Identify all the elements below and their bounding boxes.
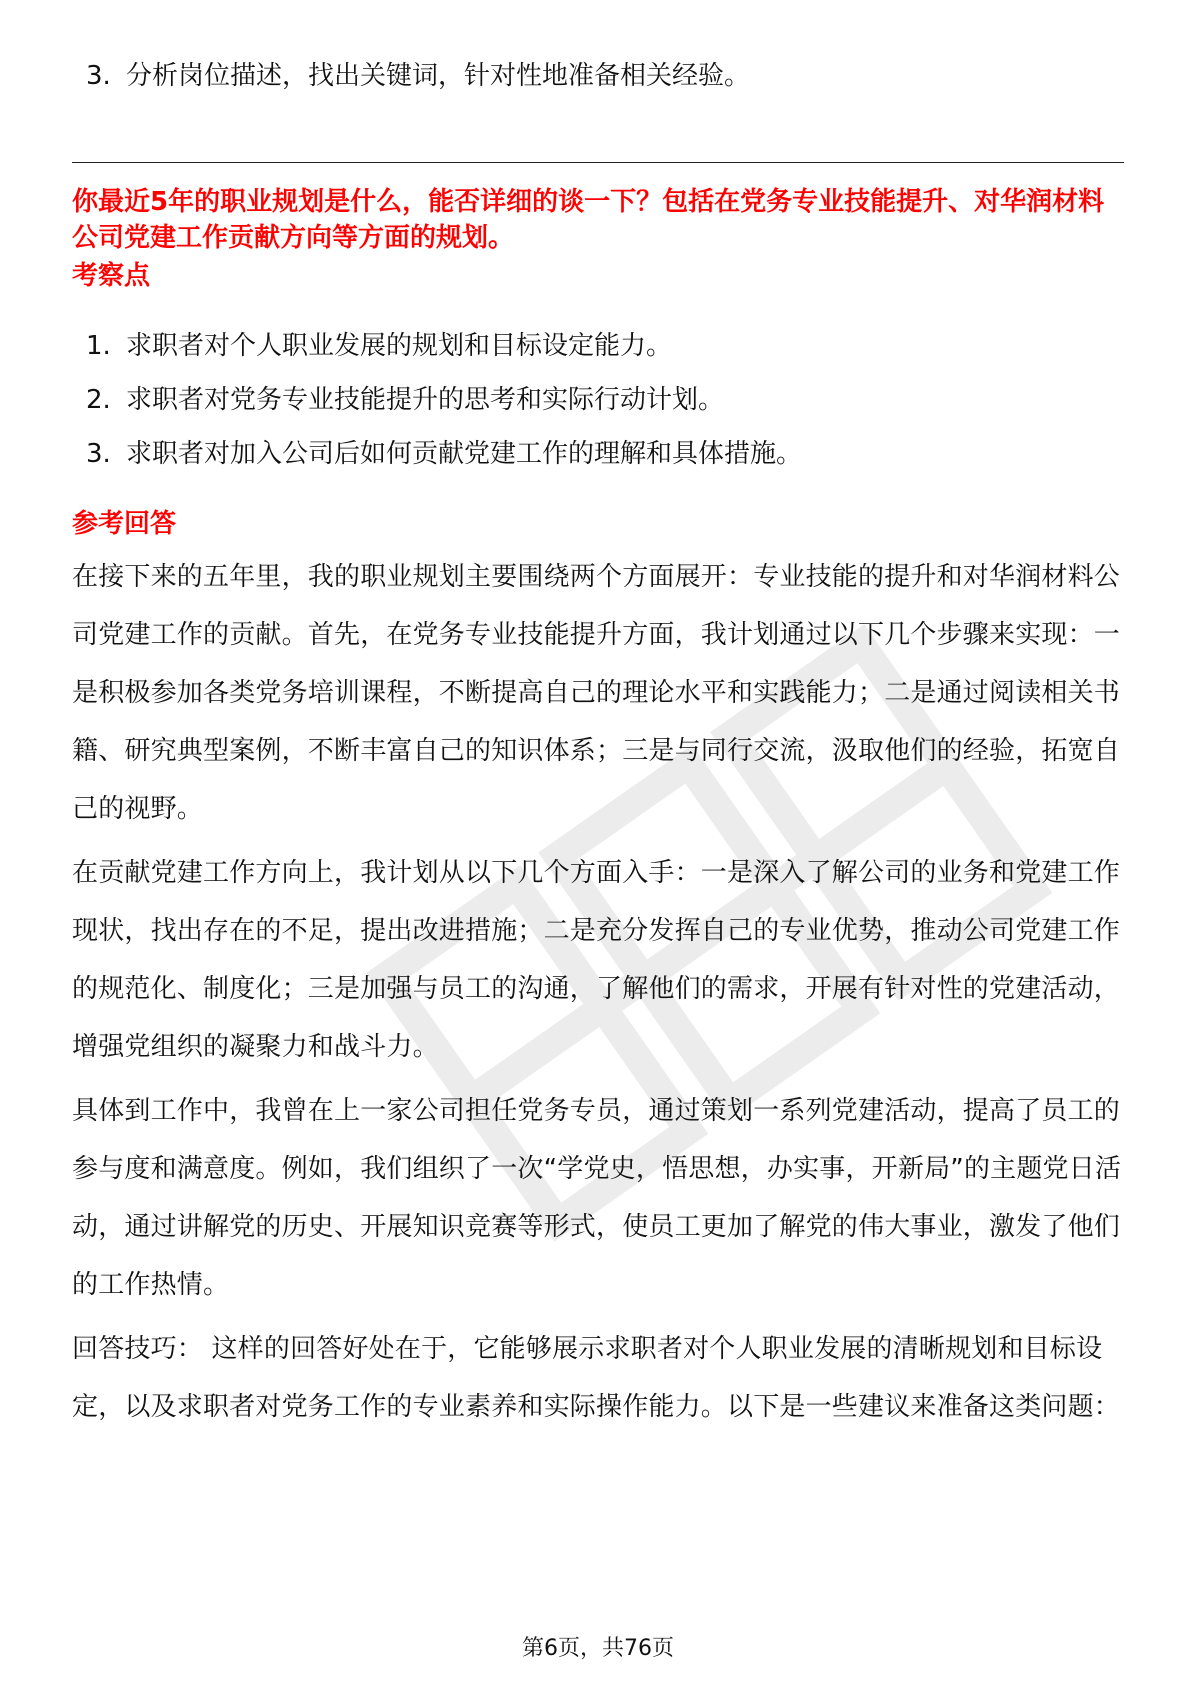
list-text: 求职者对加入公司后如何贡献党建工作的理解和具体措施。: [126, 439, 803, 469]
answer-paragraph: 在接下来的五年里，我的职业规划主要围绕两个方面展开：专业技能的提升和对华润材料公司党建工作的贡献。首先，在党务专业技能提升方面，我计划通过以下几个步骤来实现：一是积极参加各类党务培训课程，不断提高自己的理论水平和实践能力；二是通过阅读相关书籍、研究典型案例，不断丰富自己的知识体系；三是与同行交流，汲取他们的经验，拓宽自己的视野。: [72, 562, 1121, 824]
list-item: [86, 436, 802, 472]
list-number: 1.: [86, 331, 111, 361]
list-number: 3.: [86, 439, 111, 469]
list-item: [86, 328, 672, 364]
answer-title: 参考回答: [72, 509, 177, 539]
list-item: [86, 58, 750, 94]
list-item: [86, 382, 724, 418]
page-number: 第6页，共76页: [522, 1636, 674, 1661]
list-number: 2.: [86, 385, 111, 415]
exam-points-title: 考察点: [72, 261, 151, 291]
section-divider: [72, 162, 1124, 163]
answer-tips-paragraph: 回答技巧： 这样的回答好处在于，它能够展示求职者对个人职业发展的清晰规划和目标设定，以及求职者对党务工作的专业素养和实际操作能力。以下是一些建议来准备这类问题：: [72, 1334, 1121, 1422]
question-heading: 你最近5年的职业规划是什么，能否详细的谈一下？包括在党务专业技能提升、对华润材料公司党建工作贡献方向等方面的规划。: [72, 187, 1105, 253]
list-text: 分析岗位描述，找出关键词，针对性地准备相关经验。: [126, 61, 751, 91]
answer-paragraph: 具体到工作中，我曾在上一家公司担任党务专员，通过策划一系列党建活动，提高了员工的参与度和满意度。例如，我们组织了一次“学党史，悟思想，办实事，开新局”的主题党日活动，通过讲解党的历史、开展知识竞赛等形式，使员工更加了解党的伟大事业，激发了他们的工作热情。: [72, 1096, 1122, 1300]
list-text: 求职者对党务专业技能提升的思考和实际行动计划。: [126, 385, 725, 415]
list-text: 求职者对个人职业发展的规划和目标设定能力。: [126, 331, 673, 361]
document-page: [72, 0, 1124, 1684]
list-number: 3.: [86, 61, 111, 91]
answer-paragraph: 在贡献党建工作方向上，我计划从以下几个方面入手：一是深入了解公司的业务和党建工作现状，找出存在的不足，提出改进措施；二是充分发挥自己的专业优势，推动公司党建工作的规范化、制度化；三是加强与员工的沟通，了解他们的需求，开展有针对性的党建活动，增强党组织的凝聚力和战斗力。: [72, 858, 1121, 1062]
